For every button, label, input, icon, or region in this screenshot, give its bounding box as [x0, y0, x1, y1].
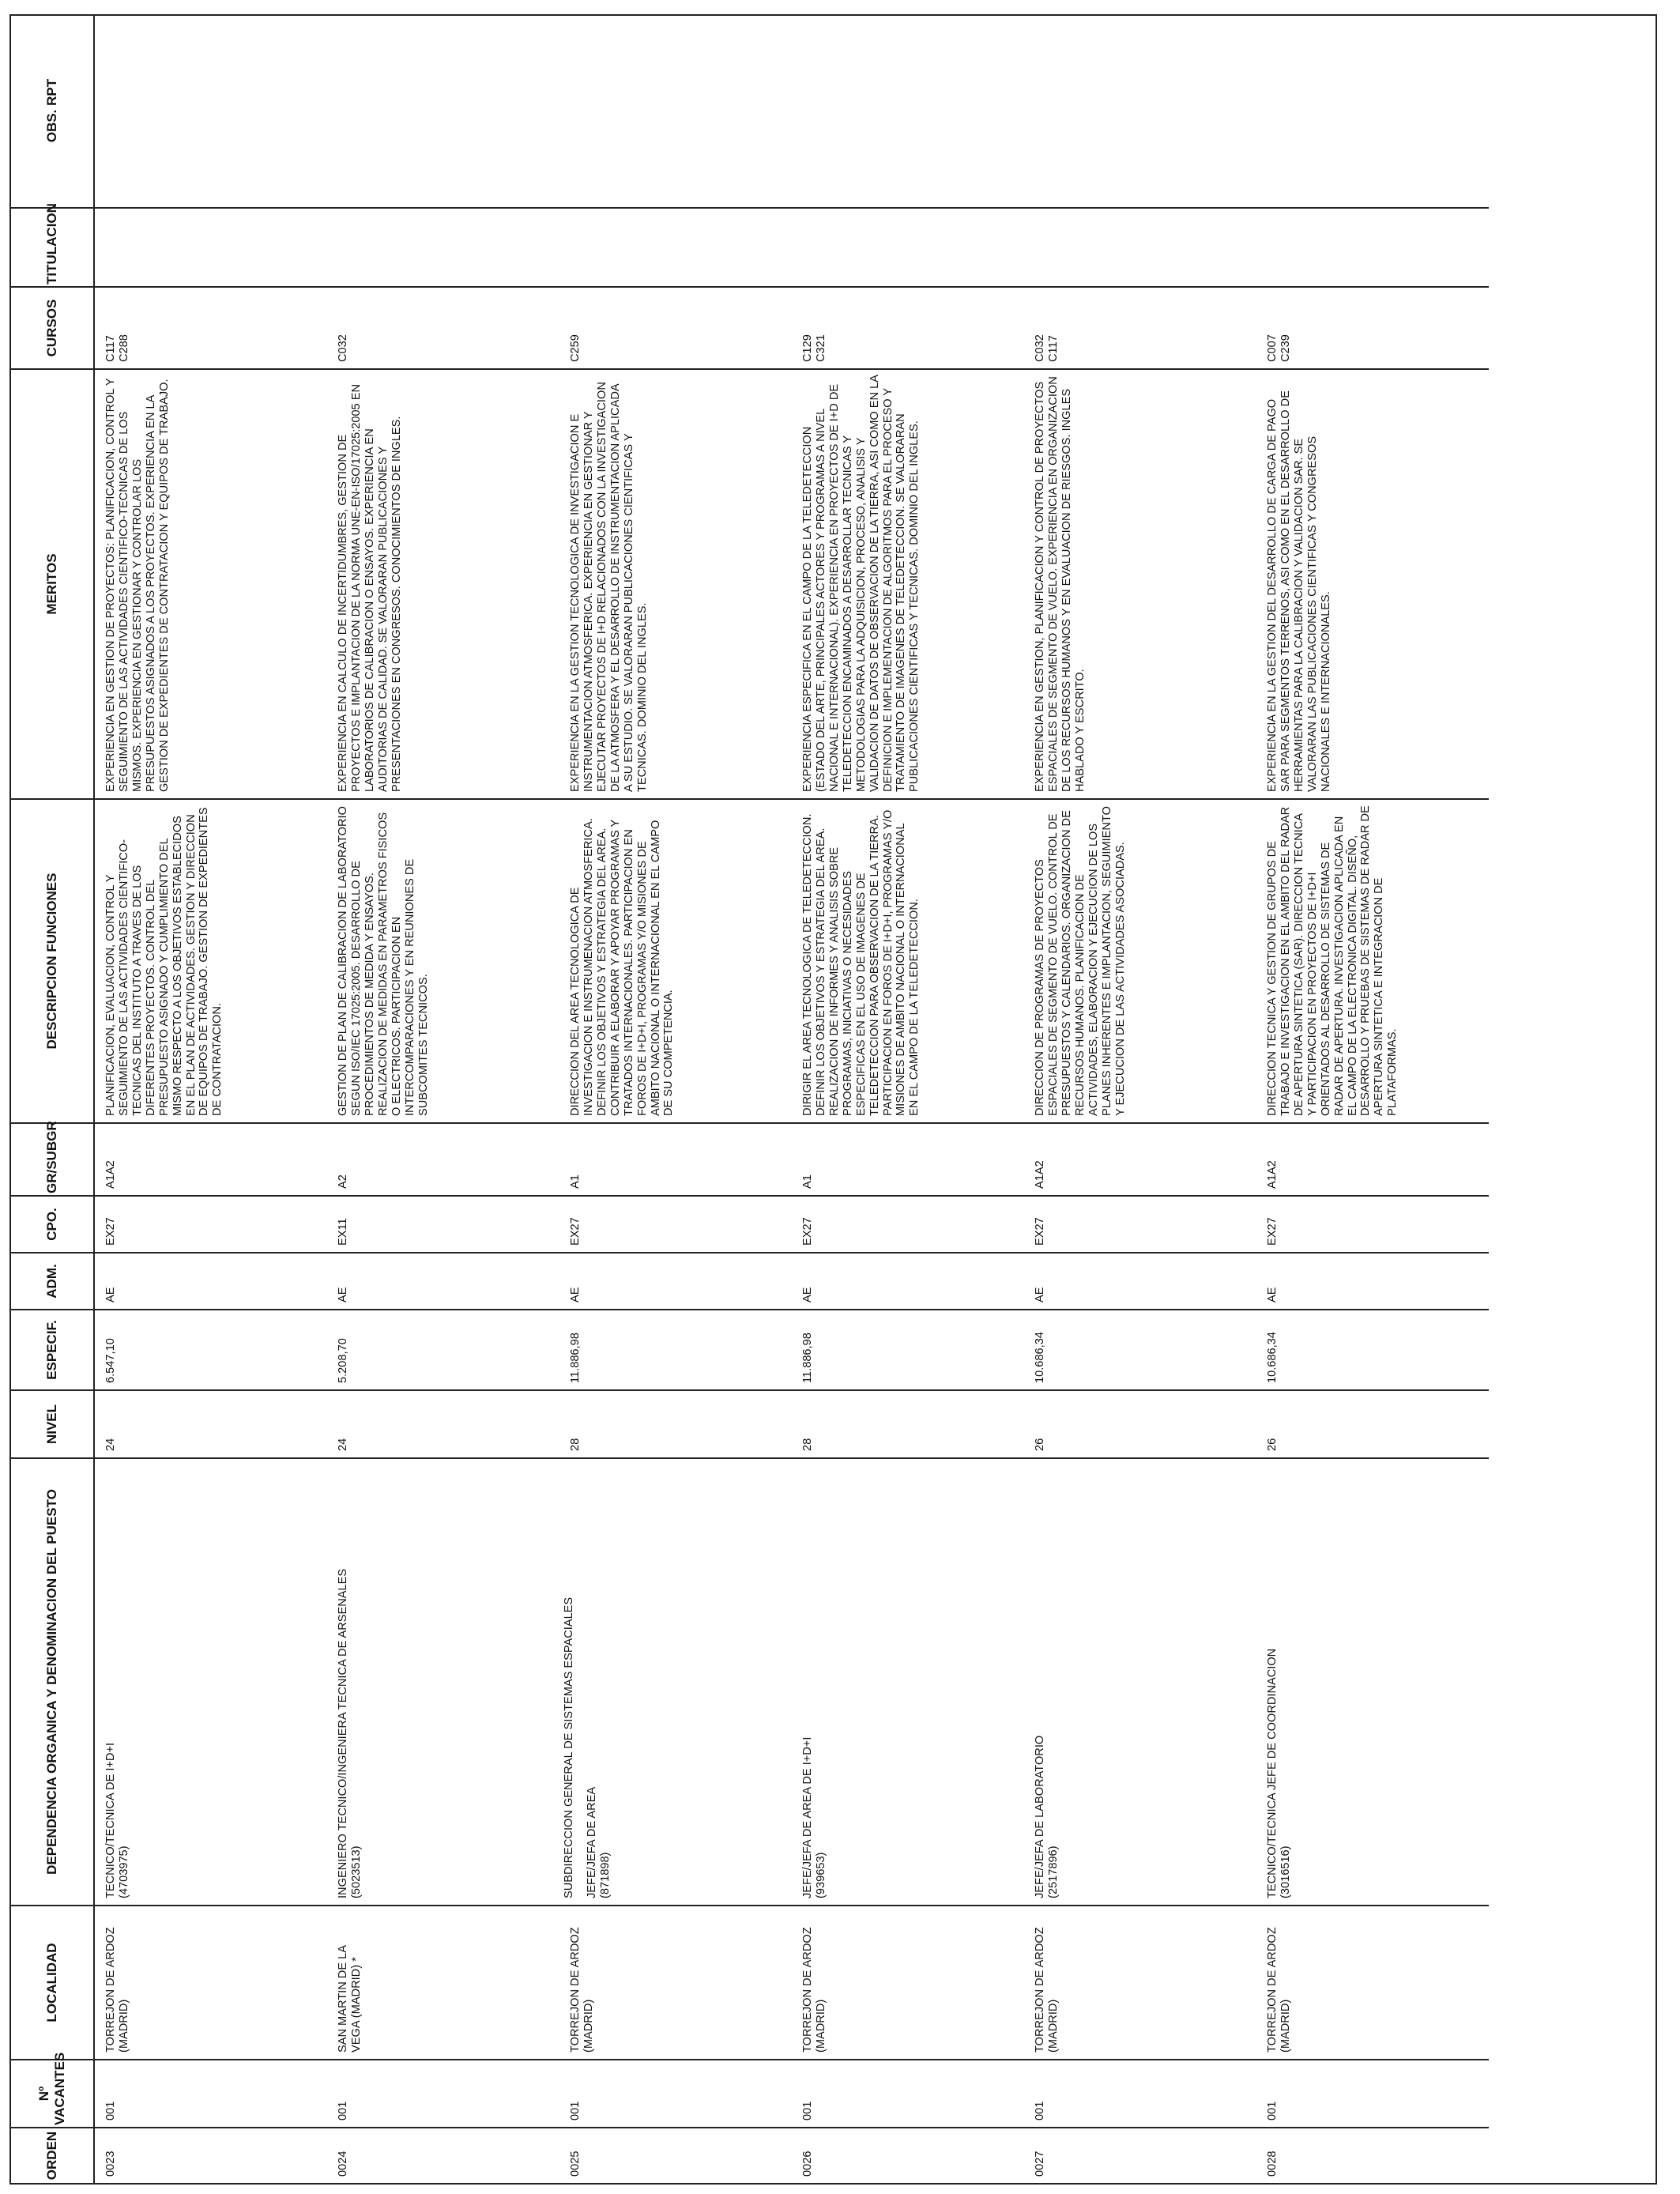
- cell-especif: 5.208,70: [327, 1310, 559, 1390]
- cell-cursos: [792, 287, 1024, 369]
- puesto-name: TECNICO/TECNICA DE I+D+I: [104, 1742, 117, 1898]
- puesto-code: (939653): [814, 1852, 827, 1898]
- cell-dependencia: [327, 1458, 559, 1906]
- cell-grupo: A1A2: [1024, 1123, 1256, 1196]
- cell-obs: [1256, 14, 1489, 208]
- puesto-name: JEFE/JEFA DE LABORATORIO: [1034, 1735, 1046, 1898]
- puesto-name: INGENIERO TECNICO/INGENIERA TECNICA DE ARSENALES: [337, 1568, 349, 1898]
- curso-code: C117: [104, 335, 117, 362]
- cell-especif: 11.886,98: [559, 1310, 792, 1390]
- cell-vacantes: 001: [1256, 2060, 1489, 2128]
- cell-grupo: A2: [327, 1123, 559, 1196]
- header-obs: OBS. RPT: [11, 14, 94, 208]
- cell-adm: AE: [1024, 1253, 1256, 1310]
- curso-code: C239: [1279, 334, 1292, 362]
- cell-especif: 6.547,10: [94, 1310, 327, 1390]
- subdireccion-heading: SUBDIRECCION GENERAL DE SISTEMAS ESPACIALES: [563, 1596, 575, 1898]
- cell-grupo: A1: [559, 1123, 792, 1196]
- cell-descripcion: GESTION DE PLAN DE CALIBRACION DE LABORATORIO SEGUN ISO/IEC 17025:2005. DESARROLLO DE PROCEDIMIENTOS DE MEDIDA Y ENSAYOS. REALIZACION DE MEDIDAS EN PARAMETROS FISICOS O ELECTRICOS. PARTICIPACION EN INTERCOMPARACIONES Y EN REUNIONES DE SUBCOMITES TECNICOS.: [327, 799, 559, 1123]
- cell-orden: 0025: [569, 2151, 582, 2177]
- table-row: [1256, 14, 1489, 2183]
- cell-cpo: EX27: [94, 1196, 327, 1253]
- header-nivel: NIVEL: [11, 1390, 94, 1458]
- cell-grupo: A1: [792, 1123, 1024, 1196]
- cell-cursos: [1024, 287, 1256, 369]
- cell-nivel: 24: [327, 1390, 559, 1458]
- header-row: [11, 14, 94, 2183]
- cell-meritos: EXPERIENCIA EN GESTION, PLANIFICACION Y CONTROL DE PROYECTOS ESPACIALES DE SEGMENTO DE VUELO. EXPERIENCIA EN ORGANIZACION DE LOS RECURSOS HUMANOS Y EN EVALUACION DE RIESGOS. INGLES HABLADO Y ESCRITO.: [1024, 369, 1256, 799]
- cell-descripcion: DIRECCION DE PROGRAMAS DE PROYECTOS ESPACIALES DE SEGMENTO DE VUELO. CONTROL DE PRESUPUESTOS Y CALENDARIOS. ORGANIZACION DE RECURSOS HUMANOS. PLANIFICACION DE ACTIVIDADES, ELABORACION Y EJECUCION DE LOS PLANES INHERENTES E IMPLANTACION, SEGUIMIENTO Y EJECUCION DE LAS ACTIVIDADES ASOCIADAS.: [1024, 799, 1256, 1123]
- cell-localidad: SAN MARTIN DE LA VEGA (MADRID) *: [327, 1906, 559, 2060]
- cell-localidad: TORREJON DE ARDOZ (MADRID): [792, 1906, 1024, 2060]
- puesto-code: (2517896): [1046, 1845, 1060, 1898]
- header-titulacion: TITULACION: [11, 208, 94, 287]
- cell-cursos: [94, 287, 327, 369]
- header-cursos: CURSOS: [11, 287, 94, 369]
- cell-nivel: 26: [1024, 1390, 1256, 1458]
- table-row: [94, 14, 327, 2183]
- cell-descripcion: DIRIGIR EL AREA TECNOLOGICA DE TELEDETECCION. DEFINIR LOS OBJETIVOS Y ESTRATEGIA DEL AREA. REALIZACION DE INFORMES Y ANALISIS SOBRE PROGRAMAS, INICIATIVAS O NECESIDADES ESPECIFICAS EN EL USO DE IMAGENES DE TELEDETECCION PARA OBSERVACION DE LA TIERRA. PARTICIPACION EN FOROS DE I+D+I, PROGRAMAS Y/O MISIONES DE AMBITO NACIONAL O INTERNACIONAL EN EL CAMPO DE LA TELEDETECCION.: [792, 799, 1024, 1123]
- puesto-code: (5023513): [349, 1845, 363, 1898]
- cell-titulacion: [327, 208, 559, 287]
- puesto-code: (871898): [598, 1852, 612, 1898]
- cell-cursos: [559, 287, 792, 369]
- cell-dependencia: [1024, 1458, 1256, 1906]
- table-row: [792, 14, 1024, 2183]
- cell-cursos: [327, 287, 559, 369]
- cell-dependencia: [792, 1458, 1024, 1906]
- cell-orden: 0024: [337, 2151, 349, 2177]
- cell-descripcion: DIRECCION DEL AREA TECNOLOGICA DE INVESTIGACION E INSTRUMENACION ATMOSFERICA. DEFINIR LOS OBJETIVOS Y ESTRATEGIA DEL AREA. CONTRIBUIR A ELABORAR Y APOYAR PROGRAMAS Y TRATADOS INTERNACIONALES. PARTICIPACION EN FOROS DE I+D+I, PROGRAMAS Y/O MISIONES DE AMBITO NACIONAL O INTERNACIONAL EN EL CAMPO DE SU COMPETENCIA.: [559, 799, 792, 1123]
- curso-code: C117: [1046, 335, 1060, 362]
- cell-dependencia: [1256, 1458, 1489, 1906]
- puesto-code: (3016516): [1279, 1845, 1292, 1898]
- cell-dependencia: [94, 1458, 327, 1906]
- cell-nivel: 24: [94, 1390, 327, 1458]
- cell-vacantes: 001: [327, 2060, 559, 2128]
- vacancies-table-frame: [9, 14, 1657, 2185]
- cell-obs: [1024, 14, 1256, 208]
- cell-cpo: EX11: [327, 1196, 559, 1253]
- header-vacantes: Nº VACANTES: [11, 2060, 94, 2128]
- cell-meritos: EXPERIENCIA EN LA GESTION DEL DESARROLLO DE CARGA DE PAGO SAR PARA SEGMENTOS TERRENOS, ASI COMO EN EL DESARROLLO DE HERRAMIENTAS PARA LA CALIBRACION Y VALIDACION SAR. SE VALORARAN LAS PUBLICACIONES CIENTIFICAS Y CONGRESOS NACIONALES E INTERNACIONALES.: [1256, 369, 1489, 799]
- cell-orden: 0028: [1266, 2151, 1279, 2177]
- cell-titulacion: [94, 208, 327, 287]
- header-localidad: LOCALIDAD: [11, 1906, 94, 2060]
- cell-titulacion: [559, 208, 792, 287]
- header-especif: ESPECIF.: [11, 1310, 94, 1390]
- cell-orden: 0026: [801, 2151, 814, 2177]
- cell-meritos: EXPERIENCIA EN GESTION DE PROYECTOS: PLANIFICACION, CONTROL Y SEGUIMIENTO DE LAS ACTIVIDADES CIENTIFICO-TECNICAS DE LOS MISMOS. EXPERIENCIA EN GESTIONAR Y CONTROLAR LOS PRESUPUESTOS ASIGNADOS A LOS PROYECTOS. EXPERIENCIA EN LA GESTION DE EXPEDIENTES DE CONTRATACION Y EQUIPOS DE TRABAJO.: [94, 369, 327, 799]
- header-dependencia: DEPENDENCIA ORGANICA Y DENOMINACION DEL PUESTO: [11, 1458, 94, 1906]
- curso-code: C321: [814, 334, 827, 362]
- cell-localidad: TORREJON DE ARDOZ (MADRID): [94, 1906, 327, 2060]
- cell-cursos: [1256, 287, 1489, 369]
- cell-localidad: TORREJON DE ARDOZ (MADRID): [1024, 1906, 1256, 2060]
- cell-titulacion: [1256, 208, 1489, 287]
- cell-meritos: EXPERIENCIA EN CALCULO DE INCERTIDUMBRES, GESTION DE PROYECTOS E IMPLANTACION DE LA NORMA UNE-EN-ISO/17025:2005 EN LABORATORIOS DE CALIBRACION O ENSAYOS. EXPERIENCIA EN AUDITORIAS DE CALIDAD. SE VALORARAN PUBLICACIONES Y PRESENTACIONES EN CONGRESOS. CONOCIMIENTOS DE INGLES.: [327, 369, 559, 799]
- curso-code: C288: [117, 334, 130, 362]
- cell-adm: AE: [792, 1253, 1024, 1310]
- cell-cpo: EX27: [792, 1196, 1024, 1253]
- curso-code: C129: [801, 334, 814, 362]
- cell-grupo: A1A2: [1256, 1123, 1489, 1196]
- cell-adm: AE: [1256, 1253, 1489, 1310]
- cell-cpo: EX27: [1024, 1196, 1256, 1253]
- header-meritos: MERITOS: [11, 369, 94, 799]
- cell-obs: [792, 14, 1024, 208]
- cell-cpo: EX27: [1256, 1196, 1489, 1253]
- puesto-name: JEFE/JEFA DE AREA: [585, 1786, 598, 1898]
- cell-nivel: 28: [559, 1390, 792, 1458]
- cell-meritos: EXPERIENCIA EN LA GESTION TECNOLOGICA DE INVESTIGACION E INSTRUMENTACION ATMOSFERICA. EXPERIENCIA EN GESTIONAR Y EJECUTAR PROYECTOS DE I+D RELACIONADOS CON LA INVESTIGACION DE LA ATMOSFERA Y EL DESARROLLO DE INSTRUMENTACION APLICADA A SU ESTUDIO. SE VALORARAN PUBLICACIONES CIENTIFICAS Y TECNICAS. DOMINIO DEL INGLES.: [559, 369, 792, 799]
- vacancies-table: [11, 14, 1489, 2183]
- cell-vacantes: 001: [792, 2060, 1024, 2128]
- cell-adm: AE: [94, 1253, 327, 1310]
- cell-vacantes: 001: [1024, 2060, 1256, 2128]
- cell-obs: [94, 14, 327, 208]
- cell-especif: 10.686,34: [1256, 1310, 1489, 1390]
- cell-adm: AE: [559, 1253, 792, 1310]
- cell-titulacion: [792, 208, 1024, 287]
- curso-code: C032: [337, 334, 349, 362]
- cell-descripcion: PLANIFICACION, EVALUACION, CONTROL Y SEGUIMIENTO DE LAS ACTIVIDADES CIENTIFICO-TECNICAS DEL INSTITUTO A TRAVES DE LOS DIFERENTES PROYECTOS. CONTROL DEL PRESUPUESTO ASIGNADO Y CUMPLIMIENTO DEL MISMO RESPECTO A LOS OBJETIVOS ESTABLECIDOS EN EL PLAN DE ACTIVIDADES. GESTION Y DIRECCION DE EQUIPOS DE TRABAJO. GESTION DE EXPEDIENTES DE CONTRATACION.: [94, 799, 327, 1123]
- cell-grupo: A1A2: [94, 1123, 327, 1196]
- cell-descripcion: DIRECCION TECNICA Y GESTION DE GRUPOS DE TRABAJO E INVESTIGACION EN EL AMBITO DEL RADAR DE APERTURA SINTETICA (SAR). DIRECCION TECNICA Y PARTICIPACION EN PROYECTOS DE I+D+I ORIENTADOS AL DESARROLLO DE SISTEMAS DE RADAR DE APERTURA. INVESTIGACION APLICADA EN EL CAMPO DE LA ELECTRONICA DIGITAL. DISEÑO, DESARROLLO Y PRUEBAS DE SISTEMAS DE RADAR DE APERTURA SINTETICA E INTEGRACION DE PLATAFORMAS.: [1256, 799, 1489, 1123]
- cell-obs: [559, 14, 792, 208]
- header-grsubgr: GR/SUBGR: [11, 1123, 94, 1196]
- header-orden: ORDEN: [11, 2128, 94, 2183]
- cell-vacantes: 001: [559, 2060, 792, 2128]
- cell-localidad: TORREJON DE ARDOZ (MADRID): [559, 1906, 792, 2060]
- table-row: [327, 14, 559, 2183]
- header-adm: ADM.: [11, 1253, 94, 1310]
- cell-nivel: 26: [1256, 1390, 1489, 1458]
- cell-meritos: EXPERIENCIA ESPECIFICA EN EL CAMPO DE LA TELEDETECCION (ESTADO DEL ARTE, PRINCIPALES ACTORES Y PROGRAMAS A NIVEL NACIONAL E INTERNACIONAL). EXPERIENCIA EN PROYECTOS DE I+D DE TELEDETECCION ENCAMINADOS A DESARROLLAR TECNICAS Y METODOLOGIAS PARA LA ADQUISICION, PROCESO, ANALISIS Y VALIDACION DE DATOS DE OBSERVACION DE LA TIERRA, ASI COMO EN LA DEFINICION E IMPLEMENTACION DE ALGORITMOS PARA EL PROCESO Y TRATAMIENTO DE IMAGENES DE TELEDETECCION. SE VALORARAN PUBLICACIONES CIENTIFICAS Y TECNICAS. DOMINIO DEL INGLES.: [792, 369, 1024, 799]
- cell-titulacion: [1024, 208, 1256, 287]
- cell-obs: [327, 14, 559, 208]
- table-row: [559, 14, 792, 2183]
- cell-localidad: TORREJON DE ARDOZ (MADRID): [1256, 1906, 1489, 2060]
- cell-orden: 0023: [104, 2151, 117, 2177]
- cell-adm: AE: [327, 1253, 559, 1310]
- header-descripcion: DESCRIPCION FUNCIONES: [11, 799, 94, 1123]
- cell-nivel: 28: [792, 1390, 1024, 1458]
- cell-especif: 10.686,34: [1024, 1310, 1256, 1390]
- puesto-name: JEFE/JEFA DE AREA DE I+D+I: [801, 1736, 814, 1898]
- puesto-code: (4703975): [117, 1845, 130, 1898]
- curso-code: C259: [569, 334, 582, 362]
- cell-vacantes: 001: [94, 2060, 327, 2128]
- header-cpo: CPO.: [11, 1196, 94, 1253]
- puesto-name: TECNICO/TECNICA JEFE DE COORDINACION: [1266, 1648, 1279, 1898]
- cell-especif: 11.886,98: [792, 1310, 1024, 1390]
- cell-orden: 0027: [1034, 2151, 1046, 2177]
- curso-code: C007: [1266, 334, 1279, 362]
- cell-cpo: EX27: [559, 1196, 792, 1253]
- cell-dependencia: [559, 1458, 792, 1906]
- table-row: [1024, 14, 1256, 2183]
- curso-code: C032: [1034, 334, 1046, 362]
